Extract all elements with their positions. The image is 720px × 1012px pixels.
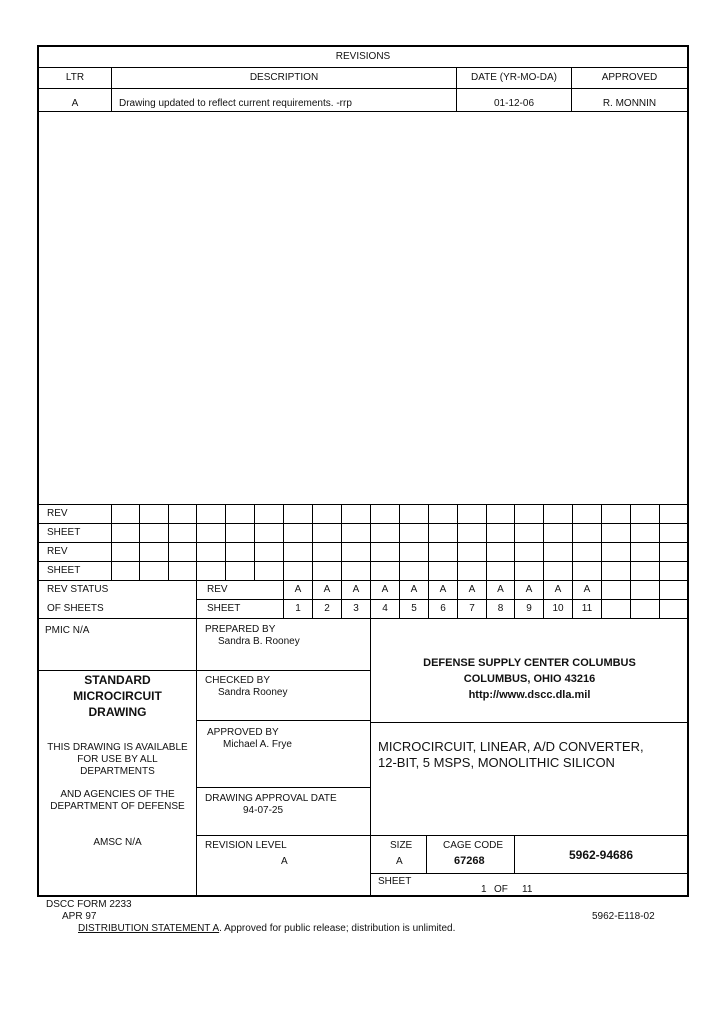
rule [457,504,458,618]
rule [37,561,689,562]
cage-code: 67268 [454,855,485,867]
rule [37,67,689,68]
checked-label: CHECKED BY [205,675,271,686]
form-number: DSCC FORM 2233 [46,899,132,910]
size-label: SIZE [390,840,413,851]
standard-title-2: MICROCIRCUIT [73,689,162,703]
pmic: PMIC N/A [45,625,90,636]
sheet-number: 4 [382,603,388,614]
rule [370,722,689,723]
rev-value: A [497,584,504,595]
rule [37,580,689,581]
rule [196,504,197,618]
rule [111,504,112,580]
drawing-title-1: MICROCIRCUIT, LINEAR, A/D CONVERTER, [378,739,644,754]
rev-value: A [323,584,331,595]
revision-level: A [281,856,288,867]
rule [196,720,371,721]
sheet-number: 9 [526,603,532,614]
agencies-2: DEPARTMENT OF DEFENSE [50,801,185,812]
sheet-number: 1 [295,603,301,614]
agency-name: DEFENSE SUPPLY CENTER COLUMBUS [423,657,636,669]
rev-value: A [554,584,562,595]
rev-value: A [468,584,476,595]
rule [370,873,689,874]
approved-by: Michael A. Frye [223,739,292,750]
sheet-number-current: 1 [481,884,487,895]
rule [37,523,689,524]
rev-label-1: REV [47,508,68,519]
border-top [37,45,689,47]
sheet-number: 7 [469,603,475,614]
rule [399,504,400,618]
rule [196,835,689,836]
rule [225,504,226,580]
rev-value: A [439,584,447,595]
rev-value: A [410,584,418,595]
rev-status-label: REV STATUS [47,584,109,595]
rule [37,542,689,543]
revision-level-label: REVISION LEVEL [205,840,287,851]
availability-1: THIS DRAWING IS AVAILABLE [47,742,188,753]
rule [196,599,689,600]
rule [37,618,689,619]
agency-address: COLUMBUS, OHIO 43216 [463,673,596,685]
rule [630,504,631,618]
rule [543,504,544,618]
border-bottom [37,895,689,897]
prepared-by: Sandra B. Rooney [218,636,300,647]
approval-date-label: DRAWING APPROVAL DATE [205,793,337,804]
rev-label-2: REV [47,546,68,557]
rule [370,504,371,618]
standard-title-3: DRAWING [88,705,147,719]
rule [139,504,140,580]
sheet-number: 5 [411,603,417,614]
rule [514,504,515,618]
sheet-row-label: SHEET [207,603,241,614]
sheet-number: 2 [324,603,330,614]
distribution-text: . Approved for public release; distribution is unlimited. [219,923,456,934]
rule [426,835,427,873]
rule [254,504,255,580]
rev-value: A [294,584,302,595]
rule [168,504,169,580]
standard-title-1: STANDARD [84,673,151,687]
rule [312,504,313,618]
sheet-total: 11 [522,884,533,895]
sheet-number: 10 [552,603,564,614]
sheet-number: 3 [353,603,359,614]
sheet-label-2: SHEET [47,565,81,576]
revision-date: 01-12-06 [493,98,535,109]
sheet-number: 11 [581,603,593,614]
col-approved-header: APPROVED [601,72,658,83]
form-date: APR 97 [62,911,97,922]
amsc: AMSC N/A [93,837,142,848]
col-date-header: DATE (YR-MO-DA) [471,72,557,83]
drawing-title-2: 12-BIT, 5 MSPS, MONOLITHIC SILICON [378,755,615,770]
sheet-of: OF [494,884,508,895]
rule [196,670,371,671]
sheet-label-1: SHEET [47,527,81,538]
revision-approved: R. MONNIN [602,98,657,109]
rule [601,504,602,618]
availability-3: DEPARTMENTS [80,766,155,777]
border-right [687,45,689,897]
agencies-1: AND AGENCIES OF THE [60,789,175,800]
revision-description: Drawing updated to reflect current requirements. -rrp [119,98,352,109]
col-description-header: DESCRIPTION [249,72,319,83]
rule [428,504,429,618]
prepared-label: PREPARED BY [205,624,276,635]
availability-2: FOR USE BY ALL [77,754,158,765]
rule [370,618,371,895]
rule [196,787,371,788]
rule [283,504,284,618]
of-sheets-label: OF SHEETS [47,603,104,614]
approved-label: APPROVED BY [207,727,279,738]
distribution-label: DISTRIBUTION STATEMENT A [78,923,220,934]
approval-date: 94-07-25 [243,805,284,816]
rule [572,504,573,618]
rule [37,88,689,89]
rev-value: A [525,584,533,595]
col-ltr-header: LTR [65,72,85,83]
revision-ltr: A [71,98,79,109]
rule [486,504,487,618]
document-id: 5962-E118-02 [592,911,655,922]
rule [659,504,660,618]
rev-value: A [583,584,591,595]
checked-by: Sandra Rooney [218,687,288,698]
drawing-number: 5962-94686 [568,848,634,862]
rule [341,504,342,618]
sheet-number: 8 [497,603,504,614]
sheet-number: 6 [440,603,446,614]
rule [37,504,689,505]
size-value: A [396,856,403,867]
rev-row-label: REV [207,584,228,595]
agency-url: http://www.dscc.dla.mil [468,689,591,701]
rule [196,618,197,895]
rule [37,111,689,112]
distribution-statement [78,923,455,934]
rev-value: A [352,584,360,595]
cage-code-label: CAGE CODE [443,840,504,851]
rev-value: A [381,584,389,595]
sheet-label: SHEET [378,876,412,887]
revisions-heading: REVISIONS [335,51,391,62]
rule [37,670,197,671]
